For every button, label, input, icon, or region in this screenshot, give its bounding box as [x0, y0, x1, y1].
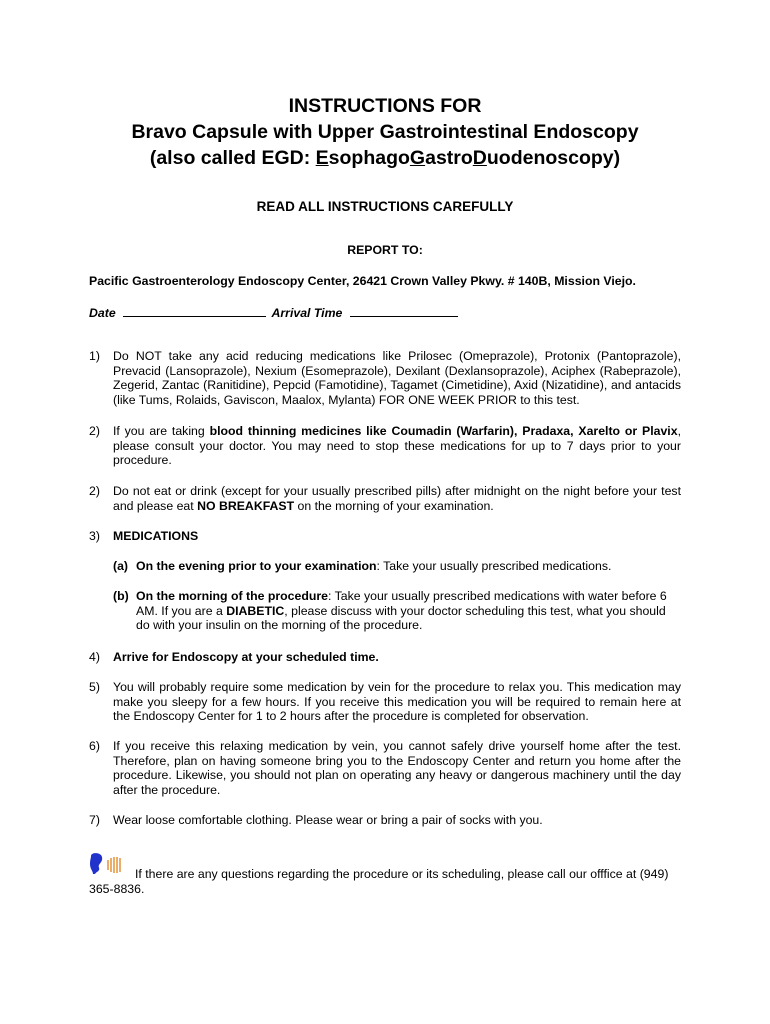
sub-item: (b) On the morning of the procedure: Take your usually prescribed medications with water before 6 AM. If you are a DIABETIC, please discuss with your doctor scheduling this test, what you should do with your insulin on the morning of the procedure.: [113, 589, 667, 633]
list-item: 2) Do not eat or drink (except for your usually prescribed pills) after midnight on the night before your test and please eat NO BREAKFAST on the morning of your examination.: [89, 484, 681, 513]
contact-note: If there are any questions regarding the procedure or its scheduling, please call our offfice at (949) 365-8836.: [89, 867, 669, 896]
location-line: Pacific Gastroenterology Endoscopy Center, 26421 Crown Valley Pkwy. # 140B, Mission Viejo.: [89, 274, 636, 288]
title-line-2: Bravo Capsule with Upper Gastrointestinal Endoscopy: [131, 121, 639, 143]
list-item: 1) Do NOT take any acid reducing medications like Prilosec (Omeprazole), Protonix (Pantoprazole), Prevacid (Lansoprazole), Nexium (Esomeprazole), Dexilant (Dexlansoprazole), Aciphex (Rabeprazole), Zegerid, Zantac (Ranitidine), Pepcid (Famotidine), Tagamet (Cimetidine), Axid (Nizatidine), and antacids (like Tums, Rolaids, Gaviscon, Maalox, Mylanta) FOR ONE WEEK PRIOR to this test.: [89, 349, 681, 407]
title-line-1: INSTRUCTIONS FOR: [288, 95, 482, 117]
arrival-label: Arrival Time: [271, 306, 343, 320]
report-to-heading: REPORT TO:: [347, 243, 423, 257]
list-item: 2) If you are taking blood thinning medicines like Coumadin (Warfarin), Pradaxa, Xarelto or Plavix, please consult your doctor. You may need to stop these medications for up to 7 days prior to your procedure.: [89, 424, 681, 468]
list-item: 5) You will probably require some medication by vein for the procedure to relax you. This medication may make you sleepy for a few hours. If you receive this medication you will be required to remain here at the Endoscopy Center for 1 to 2 hours after the procedure is completed for observation.: [89, 680, 681, 724]
date-blank: [123, 305, 266, 317]
title-line-3: (also called EGD: EsophagoGastroDuodenoscopy): [149, 147, 621, 169]
date-arrival-line: [89, 305, 458, 320]
list-item: 6) If you receive this relaxing medication by vein, you cannot safely drive yourself home after the test. Therefore, plan on having someone bring you to the Endoscopy Center and return you home after the procedure. Likewise, you should not plan on operating any heavy or dangerous machinery until the day after the procedure.: [89, 739, 681, 797]
date-label: Date: [89, 306, 116, 320]
list-item: 3) MEDICATIONS: [89, 529, 199, 543]
arrival-blank: [350, 305, 458, 317]
sub-item: (a) On the evening prior to your examination: Take your usually prescribed medications.: [113, 559, 612, 573]
list-item: 7) Wear loose comfortable clothing. Please wear or bring a pair of socks with you.: [89, 813, 543, 827]
list-item: 4) Arrive for Endoscopy at your scheduled time.: [89, 650, 379, 664]
read-all-heading: READ ALL INSTRUCTIONS CAREFULLY: [256, 199, 514, 214]
